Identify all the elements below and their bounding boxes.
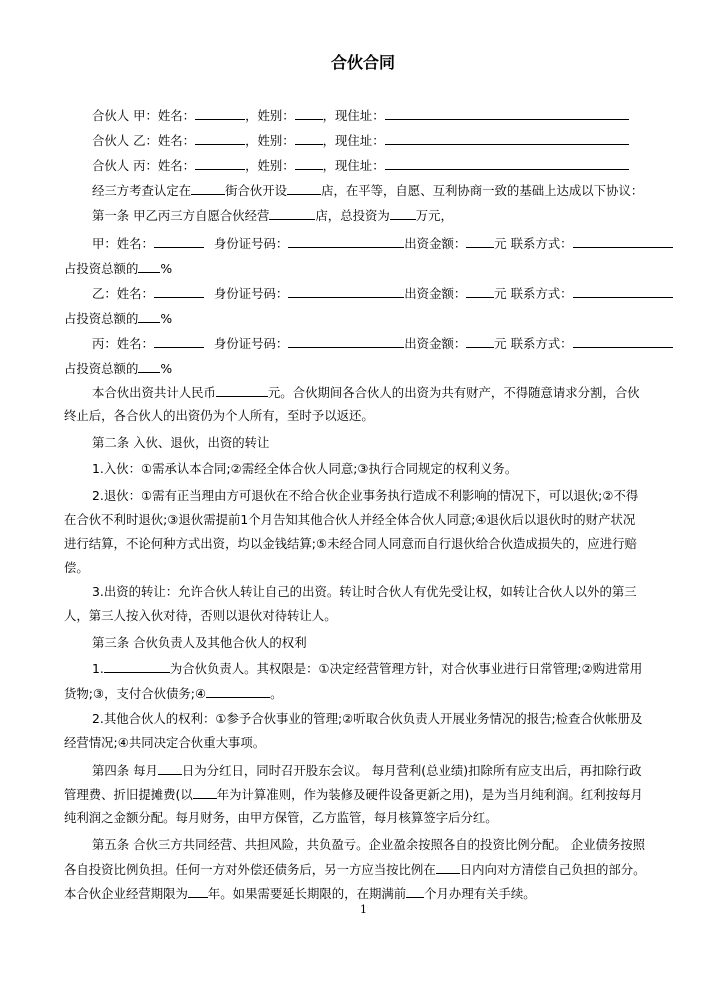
investor-a-percent: % — [160, 261, 173, 276]
partner-c-name-blank — [195, 157, 245, 170]
article-5-text-4: 本合伙企业经营期限为 — [64, 886, 188, 901]
partner-a-gender-blank — [295, 107, 323, 120]
partner-c-name-label: 合伙人 丙：姓名： — [92, 158, 196, 173]
article-5-line-3 — [64, 885, 536, 902]
capital-amount-blank — [216, 384, 268, 397]
partner-a-address-blank — [385, 107, 629, 120]
preamble-text-2: 街合伙开设 — [225, 183, 288, 198]
investor-b-share-blank — [138, 310, 160, 323]
investor-a-share-label: 占投资总额的 — [64, 261, 139, 276]
partner-c-address-label: ，现住址： — [322, 158, 385, 173]
article-1-text-2: 店，总投资为 — [315, 208, 390, 223]
article-1-text-3: 万元， — [415, 208, 453, 223]
article-5-text-3: 日内向对方清偿自己负担的部分。 — [459, 862, 646, 877]
investor-c-id-blank — [288, 335, 404, 348]
investor-c-share-label: 占投资总额的 — [64, 361, 139, 376]
partner-a-name-blank — [195, 107, 245, 120]
article-3-clause-1-line-2 — [64, 685, 282, 702]
partner-a-line — [92, 107, 629, 124]
investor-b-contact-label: 元 联系方式： — [494, 286, 573, 301]
partner-c-gender-blank — [295, 157, 323, 170]
article-2-clause-2-line-3: 进行结算，不论何种方式出资，均以金钱结算;⑤未经合同人同意而自行退伙给合伙造成损失的，应进行赔 — [64, 536, 637, 551]
article-5-text-6: 个月办理有关手续。 — [424, 886, 536, 901]
partner-c-address-blank — [385, 157, 629, 170]
partner-b-address-label: ，现住址： — [322, 133, 385, 148]
partner-b-line — [92, 132, 629, 149]
store-blank — [269, 207, 315, 220]
article-4-line-1 — [92, 762, 642, 779]
investor-b-id-label: 身份证号码： — [213, 286, 289, 301]
article-4-line-3: 纯利润之金额分配。每月财务，由甲方保管，乙方监管，每月核算签字后分红。 — [64, 810, 498, 825]
article-3-clause-1-line-1 — [92, 660, 642, 677]
article-3-heading: 第三条 合伙负责人及其他合伙人的权利 — [92, 635, 307, 650]
depreciation-years-blank — [193, 786, 217, 799]
investor-b-name-label: 乙：姓名： — [92, 286, 154, 301]
article-2-clause-2-line-4: 偿。 — [64, 560, 89, 575]
article-2-clause-1: 1.入伙：①需承认本合同;②需经全体合伙人同意;③执行合同规定的权利义务。 — [92, 461, 518, 476]
investor-b-amount-label: 出资金额： — [404, 286, 467, 301]
investor-b-percent: % — [160, 311, 173, 326]
partner-a-name-label: 合伙人 甲：姓名： — [92, 108, 196, 123]
capital-line-1 — [92, 384, 640, 401]
article-5-line-1: 第五条 合伙三方共同经营、共担风险，共负盈亏。企业盈余按照各自的投资比例分配。 企业债务按照 — [92, 837, 646, 852]
total-investment-blank — [390, 207, 416, 220]
article-5-text-5: 年。如果需要延长期限的，在期满前 — [207, 886, 407, 901]
investor-a-name-label: 甲：姓名： — [92, 236, 154, 251]
article-2-clause-2-line-2: 在合伙不利时退伙;③退伙需提前1个月告知其他合伙人并经全体合伙人同意;④退伙后以退伙时的财产状况 — [64, 512, 636, 527]
article-3-clause-2-line-2: 经营情况;④共同决定合伙重大事项。 — [64, 735, 266, 750]
article-4-text-4: 年为计算准则，作为装修及硬件设备更新之用)，是为当月纯利润。红利按每月 — [216, 787, 643, 802]
investor-c-name-label: 丙：姓名： — [92, 336, 154, 351]
investor-b-id-blank — [288, 285, 404, 298]
partner-b-gender-blank — [295, 132, 323, 145]
other-authority-blank — [206, 685, 270, 698]
investor-a-contact-label: 元 联系方式： — [494, 236, 573, 251]
partner-a-gender-label: ，姓别： — [245, 108, 295, 123]
dividend-day-blank — [158, 762, 182, 775]
investor-a-share-line — [64, 260, 172, 277]
article-3-clause-1-text-2: 货物;③，支付合伙债务;④ — [64, 686, 207, 701]
contract-title: 合伙合同 — [331, 53, 396, 72]
partner-b-name-blank — [195, 132, 245, 145]
preamble-text-1: 经三方考查认定在 — [92, 183, 192, 198]
investor-a-id-label: 身份证号码： — [213, 236, 289, 251]
article-1-text-1: 第一条 甲乙丙三方自愿合伙经营 — [92, 208, 270, 223]
investor-b-name-blank — [154, 285, 204, 298]
store-name-blank — [287, 182, 321, 195]
investor-b-share-line — [64, 310, 172, 327]
article-2-clause-3-line-1: 3.出资的转让：允许合伙人转让自己的出资。转让时合伙人有优先受让权，如转让合伙人以外的第三 — [92, 584, 637, 599]
article-2-clause-2-line-1: 2.退伙：①需有正当理由方可退伙在不给合伙企业事务执行造成不利影响的情况下，可以退伙;②不得 — [92, 488, 639, 503]
article-2-heading: 第二条 入伙、退伙，出资的转让 — [92, 435, 270, 450]
term-years-blank — [188, 885, 208, 898]
street-blank — [191, 182, 225, 195]
article-3-clause-1-text: 为合伙负责人。其权限是：①决定经营管理方针，对合伙事业进行日常管理;②购进常用 — [169, 661, 643, 676]
capital-text-2: 元。合伙期间各合伙人的出资为共有财产，不得随意请求分割，合伙 — [267, 385, 640, 400]
page-number: 1 — [360, 903, 367, 916]
responsible-partner-blank — [104, 660, 170, 673]
investor-c-contact-label: 元 联系方式： — [494, 336, 573, 351]
partner-b-address-blank — [385, 132, 629, 145]
partner-b-name-label: 合伙人 乙：姓名： — [92, 133, 196, 148]
investor-c-line — [92, 335, 673, 352]
investor-a-amount-blank — [466, 235, 494, 248]
investor-a-id-blank — [288, 235, 404, 248]
article-1-line — [92, 207, 453, 224]
preamble-text-3: 店，在平等，自愿、互利协商一致的基础上达成以下协议： — [321, 183, 644, 198]
article-3-clause-1-end: 。 — [270, 686, 283, 701]
partner-a-address-label: ，现住址： — [322, 108, 385, 123]
article-2-clause-3-line-2: 人，第三人按入伙对待，否则以退伙对待转让人。 — [64, 608, 337, 623]
investor-b-contact-blank — [573, 285, 673, 298]
article-5-line-2 — [64, 861, 646, 878]
article-3-clause-2-line-1: 2.其他合伙人的权利：①参予合伙事业的管理;②听取合伙负责人开展业务情况的报告;检查合伙帐册及 — [92, 711, 643, 726]
investor-c-percent: % — [160, 361, 173, 376]
partner-c-line — [92, 157, 629, 174]
investor-c-share-line — [64, 360, 172, 377]
investor-b-share-label: 占投资总额的 — [64, 311, 139, 326]
article-5-text-2: 各自投资比例负担。任何一方对外偿还债务后，另一方应当按比例在 — [64, 862, 436, 877]
investor-c-amount-blank — [466, 335, 494, 348]
investor-c-contact-blank — [573, 335, 673, 348]
article-3-clause-1-number: 1. — [92, 661, 104, 676]
investor-b-line — [92, 285, 673, 302]
investor-c-id-label: 身份证号码： — [213, 336, 289, 351]
investor-a-amount-label: 出资金额： — [404, 236, 467, 251]
preamble-line — [92, 182, 643, 199]
extension-months-blank — [406, 885, 424, 898]
article-4-line-2 — [64, 786, 643, 803]
investor-a-share-blank — [138, 260, 160, 273]
article-4-text-3: 管理费、折旧提摊费(以 — [64, 787, 193, 802]
investor-a-name-blank — [154, 235, 204, 248]
partner-c-gender-label: ，姓别： — [245, 158, 295, 173]
repayment-days-blank — [436, 861, 460, 874]
investor-b-amount-blank — [466, 285, 494, 298]
investor-c-name-blank — [154, 335, 204, 348]
capital-line-2: 终止后，各合伙人的出资仍为个人所有，至时予以返还。 — [64, 408, 374, 423]
investor-a-line — [92, 235, 673, 252]
investor-c-amount-label: 出资金额： — [404, 336, 467, 351]
article-4-text-1: 第四条 每月 — [92, 763, 158, 778]
article-4-text-2: 日为分红日，同时召开股东会议。 每月营利(总业绩)扣除所有应支出后，再扣除行政 — [181, 763, 642, 778]
partner-b-gender-label: ，姓别： — [245, 133, 295, 148]
investor-c-share-blank — [138, 360, 160, 373]
capital-text-1: 本合伙出资共计人民币 — [92, 385, 216, 400]
investor-a-contact-blank — [573, 235, 673, 248]
